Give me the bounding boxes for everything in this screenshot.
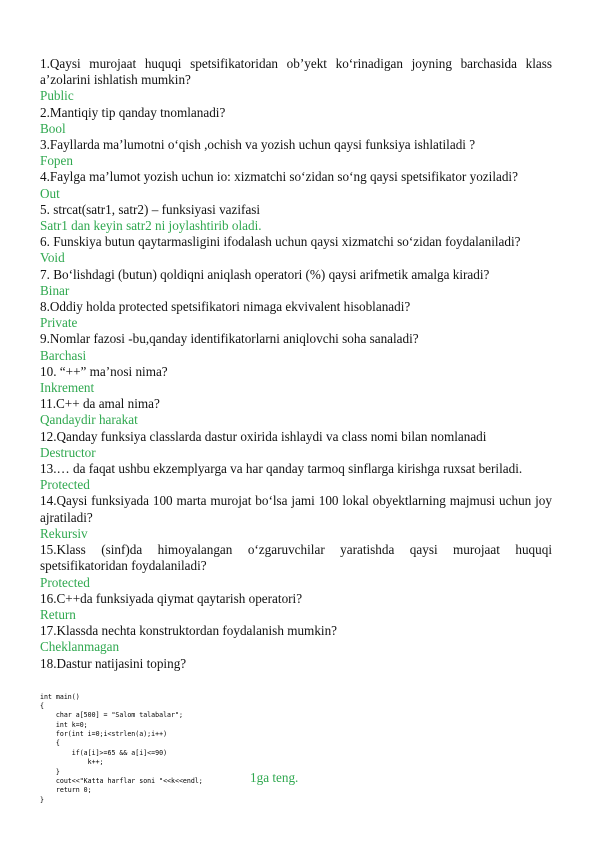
code-line: char a[500] = "Salom talabalar"; bbox=[40, 711, 183, 720]
answer-7: Binar bbox=[40, 282, 70, 298]
code-line: cout<<"Katta harflar soni "<<k<<endl; bbox=[40, 777, 203, 786]
question-13: 13.… da faqat ushbu ekzemplyarga va har qanday tarmoq sinflarga kirishga ruxsat beriladi. bbox=[40, 461, 523, 477]
answer-10: Inkrement bbox=[40, 380, 95, 396]
answer-18: 1ga teng. bbox=[250, 769, 299, 785]
document-page bbox=[40, 56, 552, 824]
code-line: return 0; bbox=[40, 786, 92, 795]
question-11: 11.C++ da amal nima? bbox=[40, 396, 160, 412]
question-16: 16.C++da funksiyada qiymat qaytarish operatori? bbox=[40, 590, 303, 606]
answer-17: Cheklanmagan bbox=[40, 639, 120, 655]
code-line: } bbox=[40, 795, 44, 804]
answer-11: Qandaydir harakat bbox=[40, 412, 138, 428]
question-2: 2.Mantiqiy tip qanday tnomlanadi? bbox=[40, 104, 226, 120]
answer-6: Void bbox=[40, 250, 65, 266]
question-9: 9.Nomlar fazosi -bu,qanday identifikatorlarni aniqlovchi soha sanaladi? bbox=[40, 331, 419, 347]
code-snippet bbox=[40, 674, 552, 824]
code-line: } bbox=[40, 767, 60, 776]
answer-14: Rekursiv bbox=[40, 525, 88, 541]
answer-1: Public bbox=[40, 88, 74, 104]
question-18: 18.Dastur natijasini toping? bbox=[40, 655, 187, 671]
code-line: if(a[i]>=65 && a[i]<=90) bbox=[40, 748, 168, 757]
answer-8: Private bbox=[40, 315, 78, 331]
code-line: for(int i=0;i<strlen(a);i++) bbox=[40, 730, 168, 739]
question-3: 3.Fayllarda ma’lumotni o‘qish ,ochish va yozish uchun qaysi funksiya ishlatiladi ? bbox=[40, 137, 476, 153]
answer-2: Bool bbox=[40, 120, 66, 136]
question-12: 12.Qanday funksiya classlarda dastur oxirida ishlaydi va class nomi bilan nomlanadi bbox=[40, 428, 487, 444]
question-15: 15.Klass (sinf)da himoyalangan o‘zgaruvchilar yaratishda qaysi murojaat huquqi spetsifikatoridan foydalaniladi? bbox=[40, 542, 552, 574]
question-6: 6. Funskiya butun qaytarmasligini ifodalash uchun qaysi xizmatchi so‘zidan foydalaniladi? bbox=[40, 234, 521, 250]
answer-16: Return bbox=[40, 606, 76, 622]
code-line: k++; bbox=[40, 758, 104, 767]
answer-13: Protected bbox=[40, 477, 90, 493]
answer-5: Satr1 dan keyin satr2 ni joylashtirib oladi. bbox=[40, 218, 262, 234]
answer-4: Out bbox=[40, 185, 60, 201]
question-1: 1.Qaysi murojaat huquqi spetsifikatoridan ob’yekt ko‘rinadigan joyning barchasida klass a’zolarini ishlatish mumkin? bbox=[40, 56, 552, 88]
question-8: 8.Oddiy holda protected spetsifikatori nimaga ekvivalent hisoblanadi? bbox=[40, 299, 411, 315]
code-line: int main() bbox=[40, 692, 80, 701]
code-line: { bbox=[40, 701, 44, 710]
question-list bbox=[40, 56, 552, 656]
answer-12: Destructor bbox=[40, 444, 96, 460]
question-7: 7. Bo‘lishdagi (butun) qoldiqni aniqlash operatori (%) qaysi arifmetik amalga kiradi? bbox=[40, 266, 490, 282]
question-14: 14.Qaysi funksiyada 100 marta murojat bo‘lsa jami 100 lokal obyektlarning majmusi uchun joy ajratiladi? bbox=[40, 493, 552, 525]
code-line: int k=0; bbox=[40, 720, 88, 729]
question-10: 10. “++” ma’nosi nima? bbox=[40, 363, 168, 379]
answer-15: Protected bbox=[40, 574, 90, 590]
answer-9: Barchasi bbox=[40, 347, 87, 363]
question-17: 17.Klassda nechta konstruktordan foydalanish mumkin? bbox=[40, 623, 338, 639]
code-line: { bbox=[40, 739, 60, 748]
question-5: 5. strcat(satr1, satr2) – funksiyasi vazifasi bbox=[40, 201, 261, 217]
answer-3: Fopen bbox=[40, 153, 73, 169]
question-4: 4.Faylga ma’lumot yozish uchun io: xizmatchi so‘zidan so‘ng qaysi spetsifikator yoziladi? bbox=[40, 169, 518, 185]
